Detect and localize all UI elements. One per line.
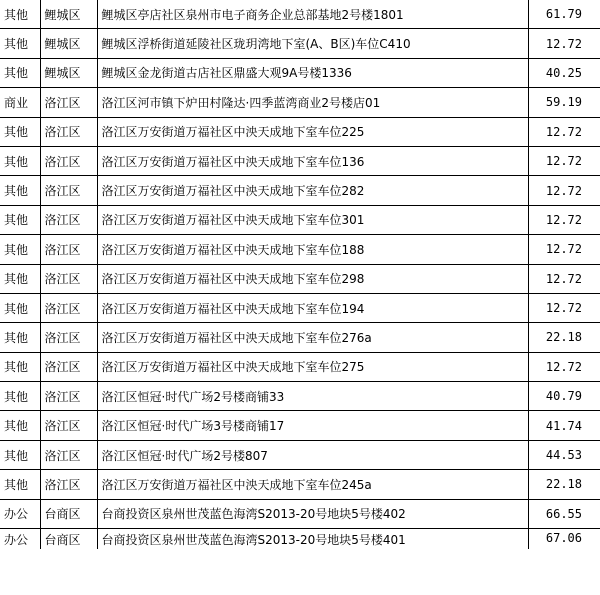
- area-cell: 44.53: [528, 440, 600, 469]
- address-cell: 洛江区万安街道万福社区中泱天成地下室车位276a: [97, 323, 528, 352]
- district-cell: 洛江区: [40, 440, 97, 469]
- usage-type-cell: 其他: [0, 470, 40, 499]
- address-cell: 洛江区万安街道万福社区中泱天成地下室车位245a: [97, 470, 528, 499]
- usage-type-cell: 其他: [0, 411, 40, 440]
- address-cell: 洛江区万安街道万福社区中泱天成地下室车位301: [97, 205, 528, 234]
- district-cell: 洛江区: [40, 117, 97, 146]
- table-row: [0, 58, 600, 87]
- area-cell: 67.06: [528, 529, 600, 550]
- district-cell: 洛江区: [40, 205, 97, 234]
- address-cell: 洛江区万安街道万福社区中泱天成地下室车位188: [97, 235, 528, 264]
- address-cell: 洛江区万安街道万福社区中泱天成地下室车位194: [97, 293, 528, 322]
- usage-type-cell: 其他: [0, 146, 40, 175]
- address-cell: 洛江区万安街道万福社区中泱天成地下室车位225: [97, 117, 528, 146]
- area-cell: 22.18: [528, 470, 600, 499]
- area-cell: 40.79: [528, 382, 600, 411]
- usage-type-cell: 其他: [0, 205, 40, 234]
- area-cell: 12.72: [528, 205, 600, 234]
- usage-type-cell: 其他: [0, 117, 40, 146]
- area-cell: 22.18: [528, 323, 600, 352]
- address-cell: 洛江区万安街道万福社区中泱天成地下室车位275: [97, 352, 528, 381]
- table-row: [0, 499, 600, 528]
- usage-type-cell: 其他: [0, 58, 40, 87]
- usage-type-cell: 其他: [0, 176, 40, 205]
- table-row: [0, 88, 600, 117]
- table-row: [0, 29, 600, 58]
- area-cell: 12.72: [528, 264, 600, 293]
- usage-type-cell: 其他: [0, 323, 40, 352]
- usage-type-cell: 其他: [0, 440, 40, 469]
- address-cell: 洛江区恒冠·时代广场3号楼商铺17: [97, 411, 528, 440]
- area-cell: 40.25: [528, 58, 600, 87]
- district-cell: 洛江区: [40, 176, 97, 205]
- table-row: [0, 411, 600, 440]
- area-cell: 41.74: [528, 411, 600, 440]
- usage-type-cell: 其他: [0, 293, 40, 322]
- usage-type-cell: 其他: [0, 29, 40, 58]
- area-cell: 12.72: [528, 352, 600, 381]
- usage-type-cell: 其他: [0, 352, 40, 381]
- table-row: [0, 117, 600, 146]
- table-row: [0, 529, 600, 550]
- address-cell: 洛江区恒冠·时代广场2号楼807: [97, 440, 528, 469]
- district-cell: 洛江区: [40, 411, 97, 440]
- usage-type-cell: 其他: [0, 0, 40, 29]
- area-cell: 12.72: [528, 176, 600, 205]
- address-cell: 台商投资区泉州世茂蓝色海湾S2013-20号地块5号楼402: [97, 499, 528, 528]
- area-cell: 12.72: [528, 235, 600, 264]
- area-cell: 12.72: [528, 293, 600, 322]
- usage-type-cell: 办公: [0, 529, 40, 550]
- address-cell: 鲤城区亭店社区泉州市电子商务企业总部基地2号楼1801: [97, 0, 528, 29]
- district-cell: 鲤城区: [40, 29, 97, 58]
- table-row: [0, 264, 600, 293]
- area-cell: 12.72: [528, 29, 600, 58]
- usage-type-cell: 其他: [0, 264, 40, 293]
- address-cell: 洛江区恒冠·时代广场2号楼商铺33: [97, 382, 528, 411]
- table-row: [0, 382, 600, 411]
- address-cell: 洛江区万安街道万福社区中泱天成地下室车位298: [97, 264, 528, 293]
- district-cell: 洛江区: [40, 146, 97, 175]
- table-row: [0, 293, 600, 322]
- table-row: [0, 470, 600, 499]
- address-cell: 鲤城区浮桥街道延陵社区珑玥湾地下室(A、B区)车位C410: [97, 29, 528, 58]
- table-row: [0, 323, 600, 352]
- address-cell: 洛江区万安街道万福社区中泱天成地下室车位136: [97, 146, 528, 175]
- table-row: [0, 235, 600, 264]
- usage-type-cell: 办公: [0, 499, 40, 528]
- area-cell: 12.72: [528, 146, 600, 175]
- address-cell: 洛江区河市镇下炉田村隆达·四季蓝湾商业2号楼店01: [97, 88, 528, 117]
- area-cell: 61.79: [528, 0, 600, 29]
- area-cell: 66.55: [528, 499, 600, 528]
- usage-type-cell: 其他: [0, 382, 40, 411]
- district-cell: 洛江区: [40, 323, 97, 352]
- district-cell: 鲤城区: [40, 58, 97, 87]
- district-cell: 洛江区: [40, 264, 97, 293]
- district-cell: 洛江区: [40, 382, 97, 411]
- usage-type-cell: 商业: [0, 88, 40, 117]
- address-cell: 鲤城区金龙街道古店社区鼎盛大观9A号楼1336: [97, 58, 528, 87]
- usage-type-cell: 其他: [0, 235, 40, 264]
- district-cell: 洛江区: [40, 235, 97, 264]
- district-cell: 洛江区: [40, 88, 97, 117]
- table-row: [0, 205, 600, 234]
- area-cell: 59.19: [528, 88, 600, 117]
- district-cell: 鲤城区: [40, 0, 97, 29]
- area-cell: 12.72: [528, 117, 600, 146]
- district-cell: 洛江区: [40, 293, 97, 322]
- district-cell: 台商区: [40, 499, 97, 528]
- table-row: [0, 352, 600, 381]
- table-row: [0, 0, 600, 29]
- address-cell: 台商投资区泉州世茂蓝色海湾S2013-20号地块5号楼401: [97, 529, 528, 550]
- table-row: [0, 440, 600, 469]
- district-cell: 台商区: [40, 529, 97, 550]
- district-cell: 洛江区: [40, 352, 97, 381]
- table-row: [0, 176, 600, 205]
- table-row: [0, 146, 600, 175]
- address-cell: 洛江区万安街道万福社区中泱天成地下室车位282: [97, 176, 528, 205]
- district-cell: 洛江区: [40, 470, 97, 499]
